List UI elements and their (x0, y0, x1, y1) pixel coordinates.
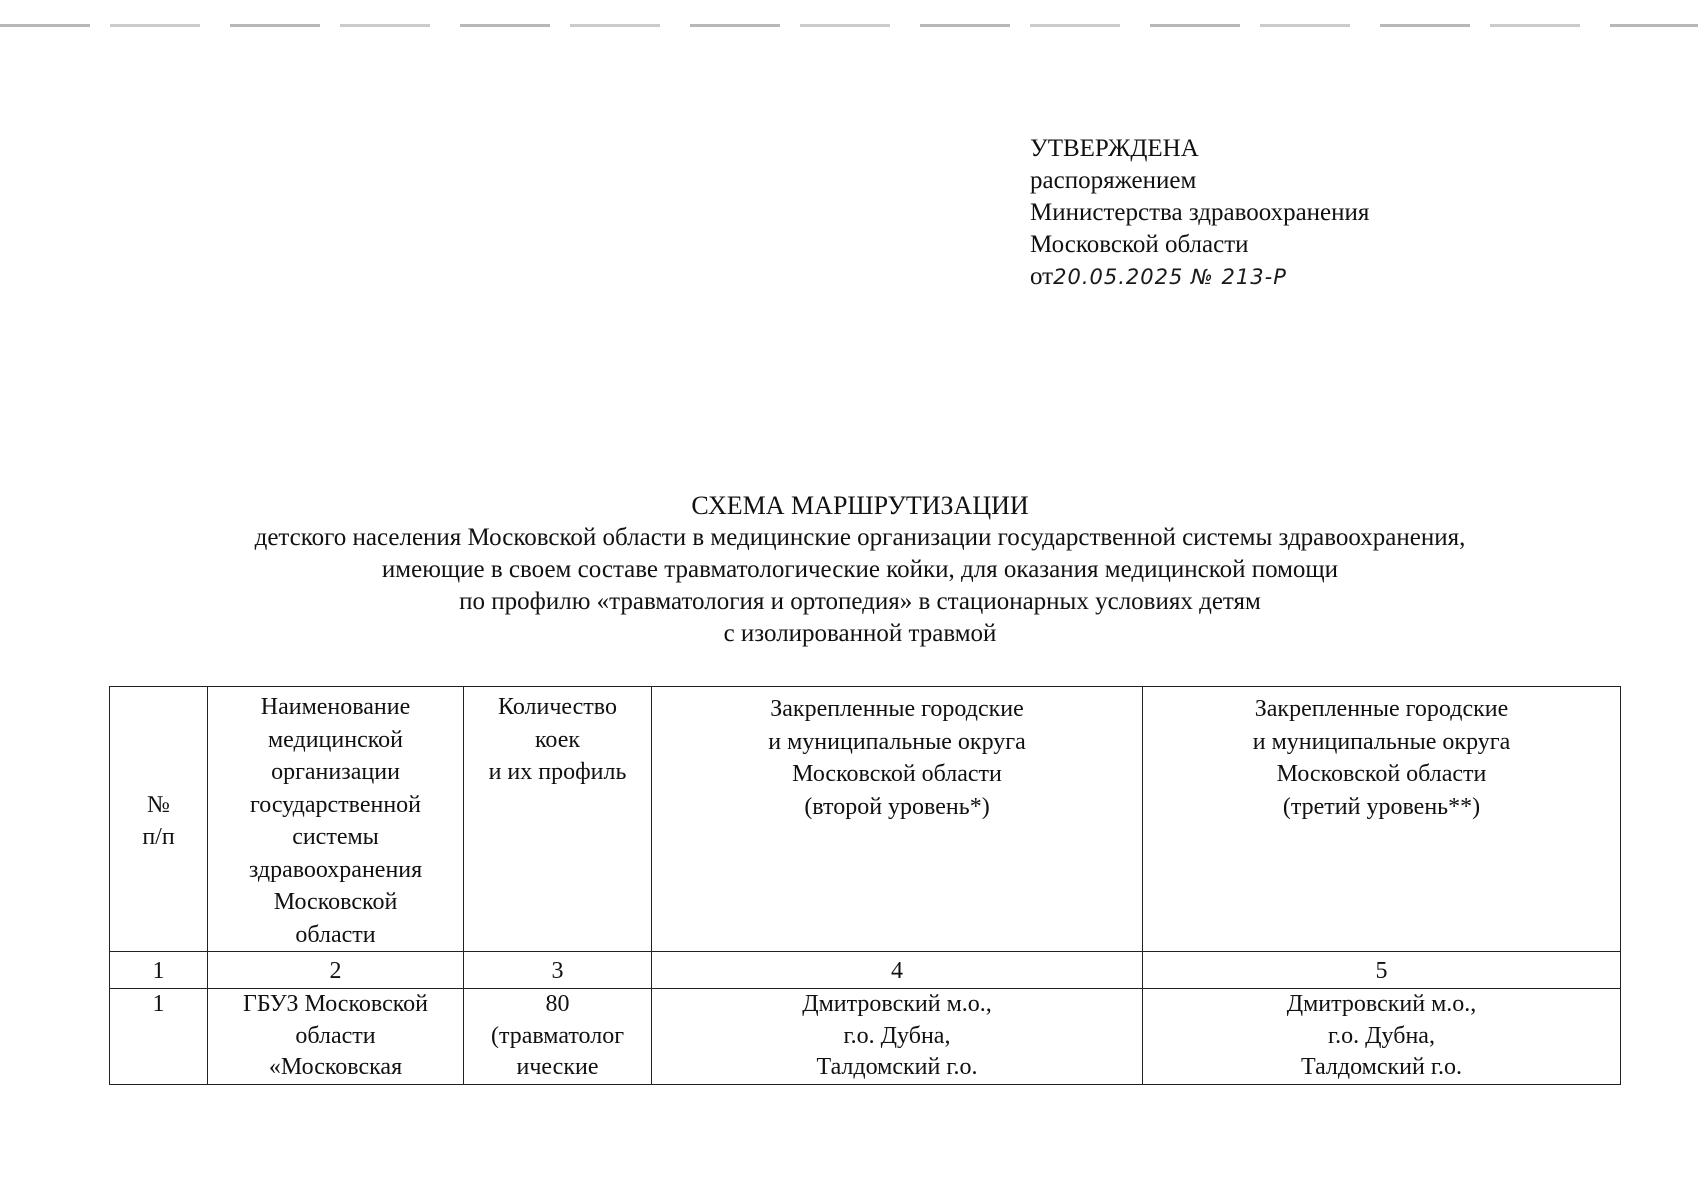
header-number: № п/п (110, 687, 208, 952)
handwritten-date-number: 20.05.2025 № 213-Р (1053, 265, 1287, 289)
column-number: 1 (110, 952, 208, 989)
header-level-2: Закрепленные городские и муниципальные округа Московской области (второй уровень*) (652, 687, 1143, 952)
routing-table (109, 686, 1621, 1085)
approval-heading: УТВЕРЖДЕНА (1030, 135, 1199, 162)
approval-date-prefix: от (1030, 263, 1054, 290)
approval-ministry: Министерства здравоохранения (1030, 199, 1370, 226)
beds-cell: 80 (травматолог ические (464, 989, 652, 1085)
row-number-cell: 1 (110, 989, 208, 1085)
column-number-row (110, 952, 1621, 989)
header-level-3: Закрепленные городские и муниципальные округа Московской области (третий уровень**) (1143, 687, 1621, 952)
organization-cell: ГБУЗ Московской области «Московская (208, 989, 464, 1085)
document-subtitle-line-3: по профилю «травматология и ортопедия» в стационарных условиях детям (459, 588, 1261, 615)
column-number: 2 (208, 952, 464, 989)
document-subtitle-line-2: имеющие в своем составе травматологические койки, для оказания медицинской помощи (381, 556, 1339, 583)
level-3-districts-cell: Дмитровский м.о., г.о. Дубна, Талдомский г.о. (1143, 989, 1621, 1085)
header-beds: Количество коек и их профиль (464, 687, 652, 952)
table-header-row (110, 687, 1621, 952)
approval-region: Московской области (1030, 231, 1249, 258)
document-title: СХЕМА МАРШРУТИЗАЦИИ (691, 491, 1029, 520)
column-number: 5 (1143, 952, 1621, 989)
level-2-districts-cell: Дмитровский м.о., г.о. Дубна, Талдомский г.о. (652, 989, 1143, 1085)
approval-date-line (1030, 261, 1369, 293)
document-title-block (0, 490, 1698, 650)
document-subtitle-line-4: с изолированной травмой (723, 620, 997, 647)
approval-by-order: распоряжением (1030, 167, 1197, 194)
approval-stamp (1030, 133, 1369, 293)
table-row (110, 989, 1621, 1085)
header-organization: Наименование медицинской организации государственной системы здравоохранения Московской области (208, 687, 464, 952)
document-subtitle-line-1: детского населения Московской области в медицинские организации государственной системы здравоохранения, (254, 524, 1466, 551)
column-number: 3 (464, 952, 652, 989)
scan-edge-artifact (0, 24, 1698, 27)
column-number: 4 (652, 952, 1143, 989)
